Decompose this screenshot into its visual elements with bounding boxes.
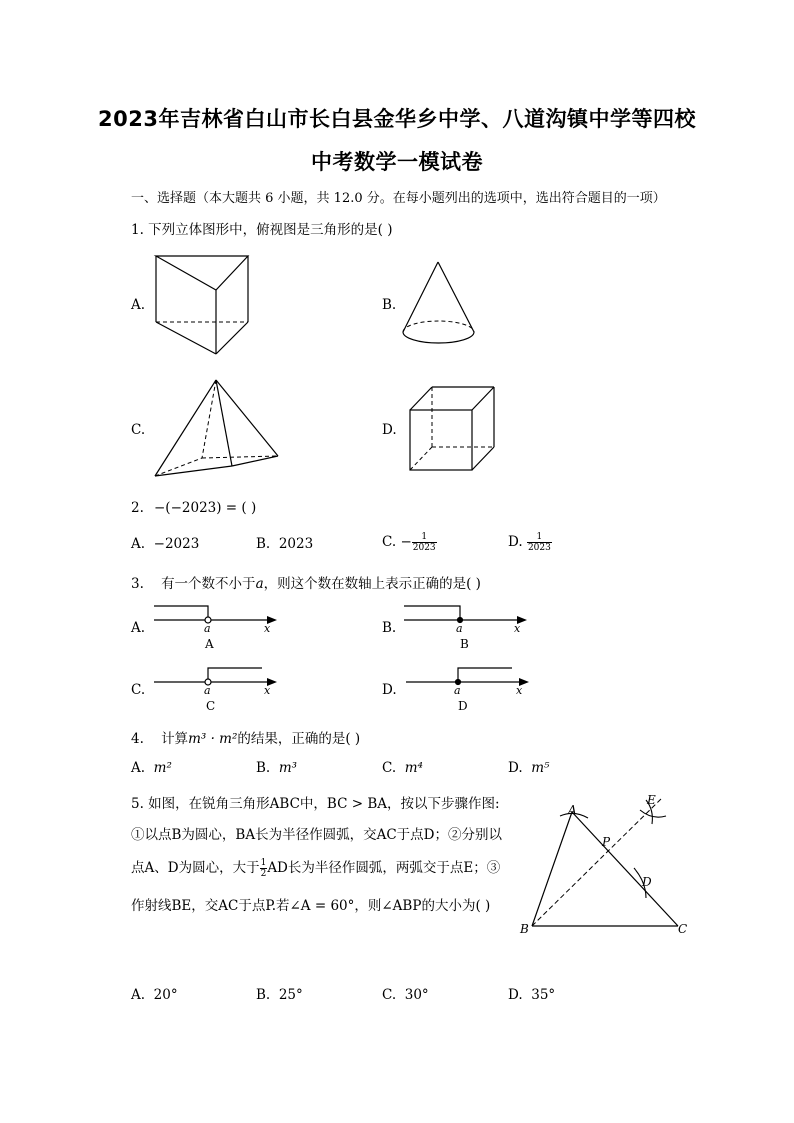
- q2-option-d-fraction: [527, 532, 552, 553]
- page-title-line1: 2023年吉林省白山市长白县金华乡中学、八道沟镇中学等四校: [98, 107, 696, 131]
- pyramid-figure: [150, 376, 285, 482]
- figure-label-p: P: [602, 835, 611, 849]
- q1-stem: 1. 下列立体图形中，俯视图是三角形的是( ): [131, 222, 393, 238]
- q2-option-d-denominator: 2023: [527, 543, 551, 553]
- q3-stem: [131, 572, 481, 592]
- q2-option-c: [382, 532, 437, 553]
- q2-option-a: [131, 536, 199, 552]
- q5-option-d-label: D.: [508, 987, 523, 1003]
- q4-option-c-label: C.: [382, 760, 397, 776]
- q3-stem-post: ，则这个数在数轴上表示正确的是( ): [263, 576, 481, 592]
- triangle-construction-figure: [512, 790, 697, 940]
- q4-option-c-value: m⁴: [404, 760, 423, 776]
- q2-option-c-label: C.: [382, 534, 397, 550]
- q4-option-b-label: B.: [256, 760, 271, 776]
- cube-figure: [404, 382, 500, 474]
- q5-option-d-value: 35°: [531, 987, 556, 1003]
- number-line-d-axis-label: x: [516, 684, 523, 697]
- number-line-c-axis-label: x: [264, 684, 271, 697]
- q5-stem-line3: [131, 856, 500, 879]
- q5-option-b: [256, 987, 303, 1003]
- figure-label-d: D: [642, 875, 652, 889]
- q3-option-b-label: B.: [382, 620, 397, 636]
- q5-line3-post: AD长为半径作圆弧，两弧交于点E；③: [267, 860, 501, 876]
- cone-figure: [398, 258, 488, 350]
- q4-stem: [131, 727, 360, 747]
- number-line-b-axis-label: x: [514, 622, 521, 635]
- figure-label-a: A: [568, 803, 577, 817]
- number-line-b-point-label: a: [456, 622, 463, 635]
- q1-option-d-label: D.: [382, 422, 397, 438]
- q4-number: 4.: [131, 731, 144, 747]
- page-title-line2: 中考数学一模试卷: [311, 150, 483, 174]
- q3-option-a-label: A.: [131, 620, 146, 636]
- q4-option-d-label: D.: [508, 760, 523, 776]
- q5-option-a-label: A.: [131, 987, 146, 1003]
- q4-option-a-label: A.: [131, 760, 146, 776]
- q5-option-c-label: C.: [382, 987, 397, 1003]
- q3-option-d-label: D.: [382, 682, 397, 698]
- q4-stem-pre: 计算: [161, 731, 189, 747]
- q2-option-b-value: 2023: [278, 536, 314, 552]
- q1-option-a-label: A.: [131, 297, 146, 313]
- figure-label-c: C: [678, 922, 688, 936]
- q3-option-c-label: C.: [131, 682, 146, 698]
- q5-option-b-value: 25°: [278, 987, 303, 1003]
- number-line-a-point-label: a: [204, 622, 211, 635]
- q2-option-d-label: D.: [508, 534, 523, 550]
- q2-stem: −(−2023) = ( ): [154, 500, 257, 516]
- q4-option-d: [508, 760, 549, 776]
- q1-option-b-label: B.: [382, 297, 397, 313]
- number-line-b: [400, 600, 535, 652]
- number-line-c-caption: C: [206, 699, 216, 713]
- q5-stem-line1: 5. 如图，在锐角三角形ABC中，BC > BA，按以下步骤作图:: [131, 796, 500, 812]
- number-line-c-point-label: a: [204, 684, 211, 697]
- number-line-d-caption: D: [458, 699, 468, 713]
- q5-option-c-value: 30°: [404, 987, 429, 1003]
- q2-option-c-fraction: [412, 532, 437, 553]
- q5-option-a: [131, 987, 178, 1003]
- q5-option-c: [382, 987, 429, 1003]
- q5-line3-frac-num: 1: [260, 858, 267, 868]
- q3-number: 3.: [131, 576, 144, 592]
- q5-option-a-value: 20°: [153, 987, 178, 1003]
- number-line-d-point-label: a: [454, 684, 461, 697]
- q2-option-c-sign: −: [400, 534, 412, 550]
- q4-stem-post: 的结果，正确的是( ): [237, 731, 361, 747]
- q2-option-c-denominator: 2023: [412, 543, 436, 553]
- q2-option-d-numerator: 1: [527, 532, 552, 543]
- triangular-prism-figure: [150, 250, 260, 360]
- figure-label-e: E: [647, 793, 656, 807]
- q5-stem-line2: ①以点B为圆心，BA长为半径作圆弧，交AC于点D；②分别以: [131, 827, 502, 843]
- number-line-a-caption: A: [205, 637, 214, 651]
- q2-number: 2.: [131, 500, 144, 516]
- q4-stem-expr: m³ · m²: [188, 731, 238, 747]
- q5-line3-frac-den: 2: [260, 869, 267, 879]
- q5-option-b-label: B.: [256, 987, 271, 1003]
- q2-option-d: [508, 532, 552, 553]
- q4-option-b-value: m³: [278, 760, 298, 776]
- q2-option-b-label: B.: [256, 536, 271, 552]
- q4-option-a-value: m²: [153, 760, 172, 776]
- q5-option-d: [508, 987, 555, 1003]
- number-line-c: [150, 662, 285, 714]
- number-line-a-axis-label: x: [264, 622, 271, 635]
- q4-option-d-value: m⁵: [531, 760, 550, 776]
- number-line-d: [402, 662, 537, 714]
- q5-stem-line4: 作射线BE，交AC于点P.若∠A = 60°，则∠ABP的大小为( ): [131, 898, 491, 914]
- q4-option-b: [256, 760, 297, 776]
- q3-stem-var: a: [255, 576, 264, 592]
- q5-line3-pre: 点A、D为圆心，大于: [131, 860, 260, 876]
- number-line-b-caption: B: [460, 637, 469, 651]
- q3-stem-pre: 有一个数不小于: [161, 576, 256, 592]
- q2-option-a-label: A.: [131, 536, 146, 552]
- q2-option-c-numerator: 1: [412, 532, 437, 543]
- q1-option-c-label: C.: [131, 422, 146, 438]
- number-line-a: [150, 600, 285, 652]
- q4-option-a: [131, 760, 172, 776]
- q2-option-b: [256, 536, 313, 552]
- section-heading: 一、选择题（本大题共 6 小题，共 12.0 分。在每小题列出的选项中，选出符合题目的一项）: [131, 191, 666, 206]
- q2-option-a-value: −2023: [153, 536, 200, 552]
- figure-label-b: B: [520, 922, 529, 936]
- q4-option-c: [382, 760, 423, 776]
